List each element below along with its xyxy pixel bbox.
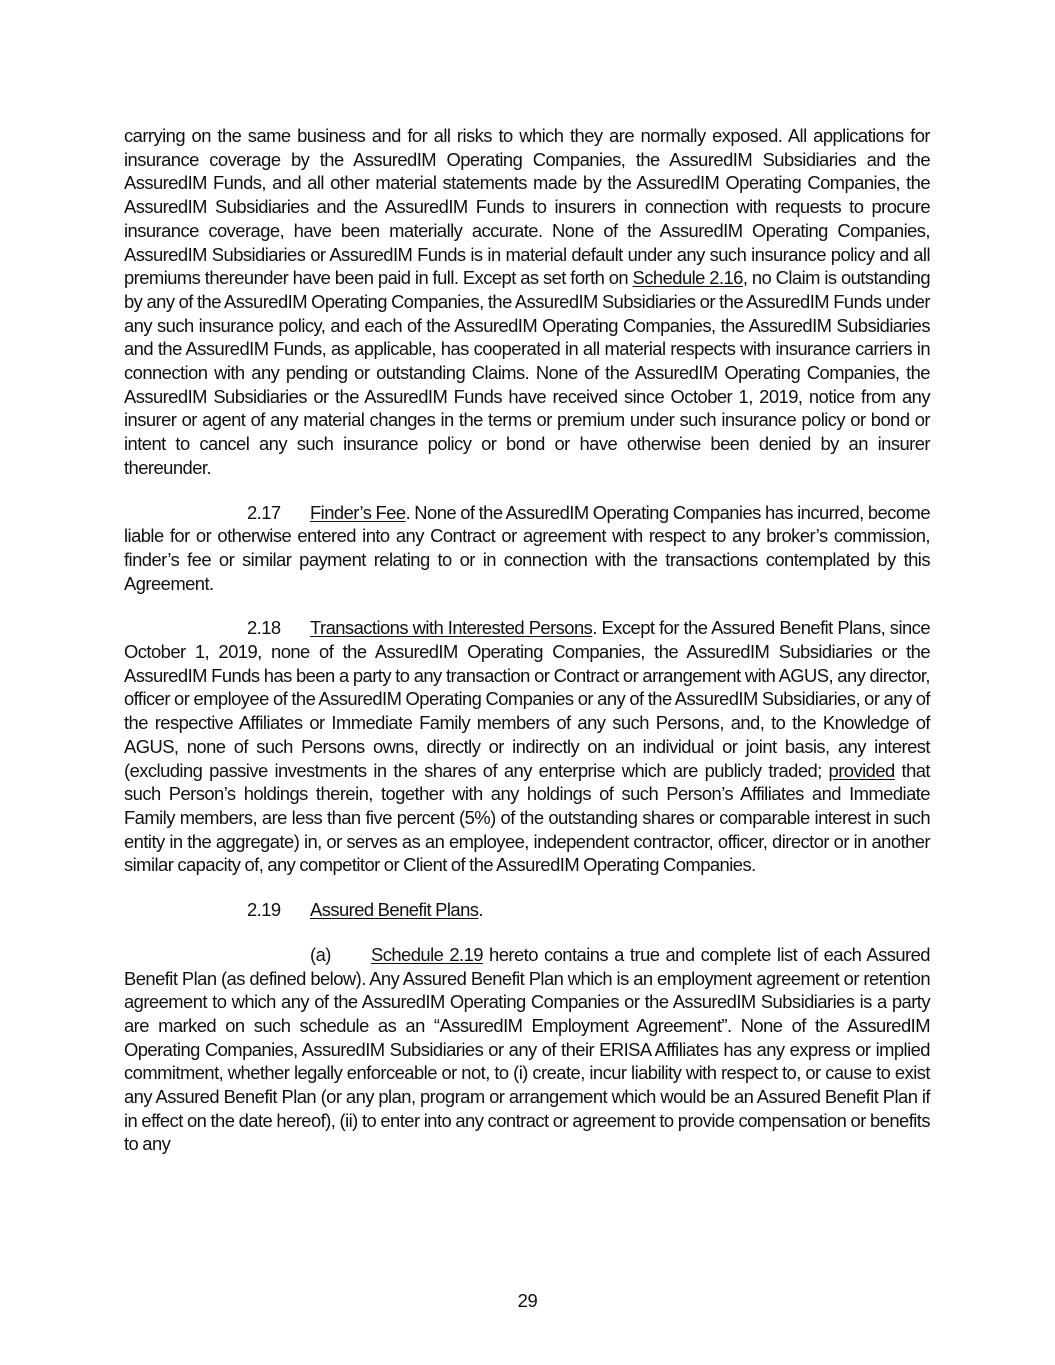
section-2-19-number: 2.19 [247, 899, 281, 921]
insurance-text-part2: , no Claim is outstanding by any of the AssuredIM Operating Companies, the AssuredIM Subsidiaries or the AssuredIM Funds under any such insurance policy, and each of the AssuredIM Operating Companies, the AssuredIM Subsidiaries and the AssuredIM Funds, as applicable, has cooperated in all material respects with insurance carriers in connection with any pending or outstanding Claims. None of the AssuredIM Operating Companies, the AssuredIM Subsidiaries or the AssuredIM Funds have received since October 1, 2019, notice from any insurer or agent of any material changes in the terms or premium under such insurance policy or bond or intent to cancel any such insurance policy or bond or have otherwise been denied by an insurer thereunder. [124, 267, 930, 478]
insurance-text-part1: carrying on the same business and for all risks to which they are normally exposed. All applications for insurance coverage by the AssuredIM Operating Companies, the AssuredIM Subsidiaries and the AssuredIM Funds, and all other material statements made by the AssuredIM Operating Companies, the AssuredIM Subsidiaries and the AssuredIM Funds to insurers in connection with requests to procure insurance coverage, have been materially accurate. None of the AssuredIM Operating Companies, AssuredIM Subsidiaries or AssuredIM Funds is in material default under any such insurance policy and all premiums thereunder have been paid in full. Except as set forth on [124, 125, 930, 289]
section-2-19-heading-paragraph [124, 898, 930, 922]
section-2-18-heading: Transactions with Interested Persons [310, 617, 593, 639]
section-2-19-heading: Assured Benefit Plans [310, 899, 479, 921]
schedule-2-19-reference: Schedule 2.19 [371, 943, 483, 965]
section-2-17-text: . None of the AssuredIM Operating Companies has incurred, become liable for or otherwise entered into any Contract or agreement with respect to any broker’s commission, finder’s fee or similar payment relating to or in connection with the transactions contemplated by this Agreement. [124, 501, 930, 594]
document-body [124, 124, 930, 1156]
page-number: 29 [517, 1290, 538, 1311]
section-2-19-a-paragraph [124, 943, 930, 1156]
section-2-19-heading-suffix: . [478, 899, 483, 921]
section-2-17-number: 2.17 [247, 501, 281, 523]
section-2-17-heading: Finder’s Fee [310, 501, 406, 523]
schedule-2-16-reference: Schedule 2.16 [632, 267, 743, 289]
insurance-paragraph-continuation [124, 124, 930, 480]
section-2-18-number: 2.18 [247, 617, 281, 639]
section-2-18-text-part2: that such Person’s holdings therein, together with any holdings of such Person’s Affiliates and Immediate Family members, are less than five percent (5%) of the outstanding shares or comparable interest in such entity in the aggregate) in, or serves as an employee, independent contractor, officer, director or in another similar capacity of, any competitor or Client of the AssuredIM Operating Companies. [124, 759, 930, 876]
section-2-18-paragraph [124, 616, 930, 877]
provided-term: provided [828, 759, 895, 781]
section-2-17-paragraph [124, 501, 930, 596]
subsection-a-label: (a) [310, 943, 331, 965]
section-2-18-text-part1: . Except for the Assured Benefit Plans, since October 1, 2019, none of the AssuredIM Operating Companies, the AssuredIM Subsidiaries or the AssuredIM Funds has been a party to any transaction or Contract or arrangement with AGUS, any director, officer or employee of the AssuredIM Operating Companies or any of the AssuredIM Subsidiaries, or any of the respective Affiliates or Immediate Family members of any such Persons, and, to the Knowledge of AGUS, none of such Persons owns, directly or indirectly on an individual or joint basis, any interest (excluding passive investments in the shares of any enterprise which are publicly traded; [124, 617, 930, 781]
section-2-19-a-text: hereto contains a true and complete list of each Assured Benefit Plan (as defined below). Any Assured Benefit Plan which is an employment agreement or retention agreement to which any of the AssuredIM Operating Companies or the AssuredIM Subsidiaries is a party are marked on such schedule as an “AssuredIM Employment Agreement”. None of the AssuredIM Operating Companies, AssuredIM Subsidiaries or any of their ERISA Affiliates has any express or implied commitment, whether legally enforceable or not, to (i) create, incur liability with respect to, or cause to exist any Assured Benefit Plan (or any plan, program or arrangement which would be an Assured Benefit Plan if in effect on the date hereof), (ii) to enter into any contract or agreement to provide compensation or benefits to any [124, 943, 930, 1155]
